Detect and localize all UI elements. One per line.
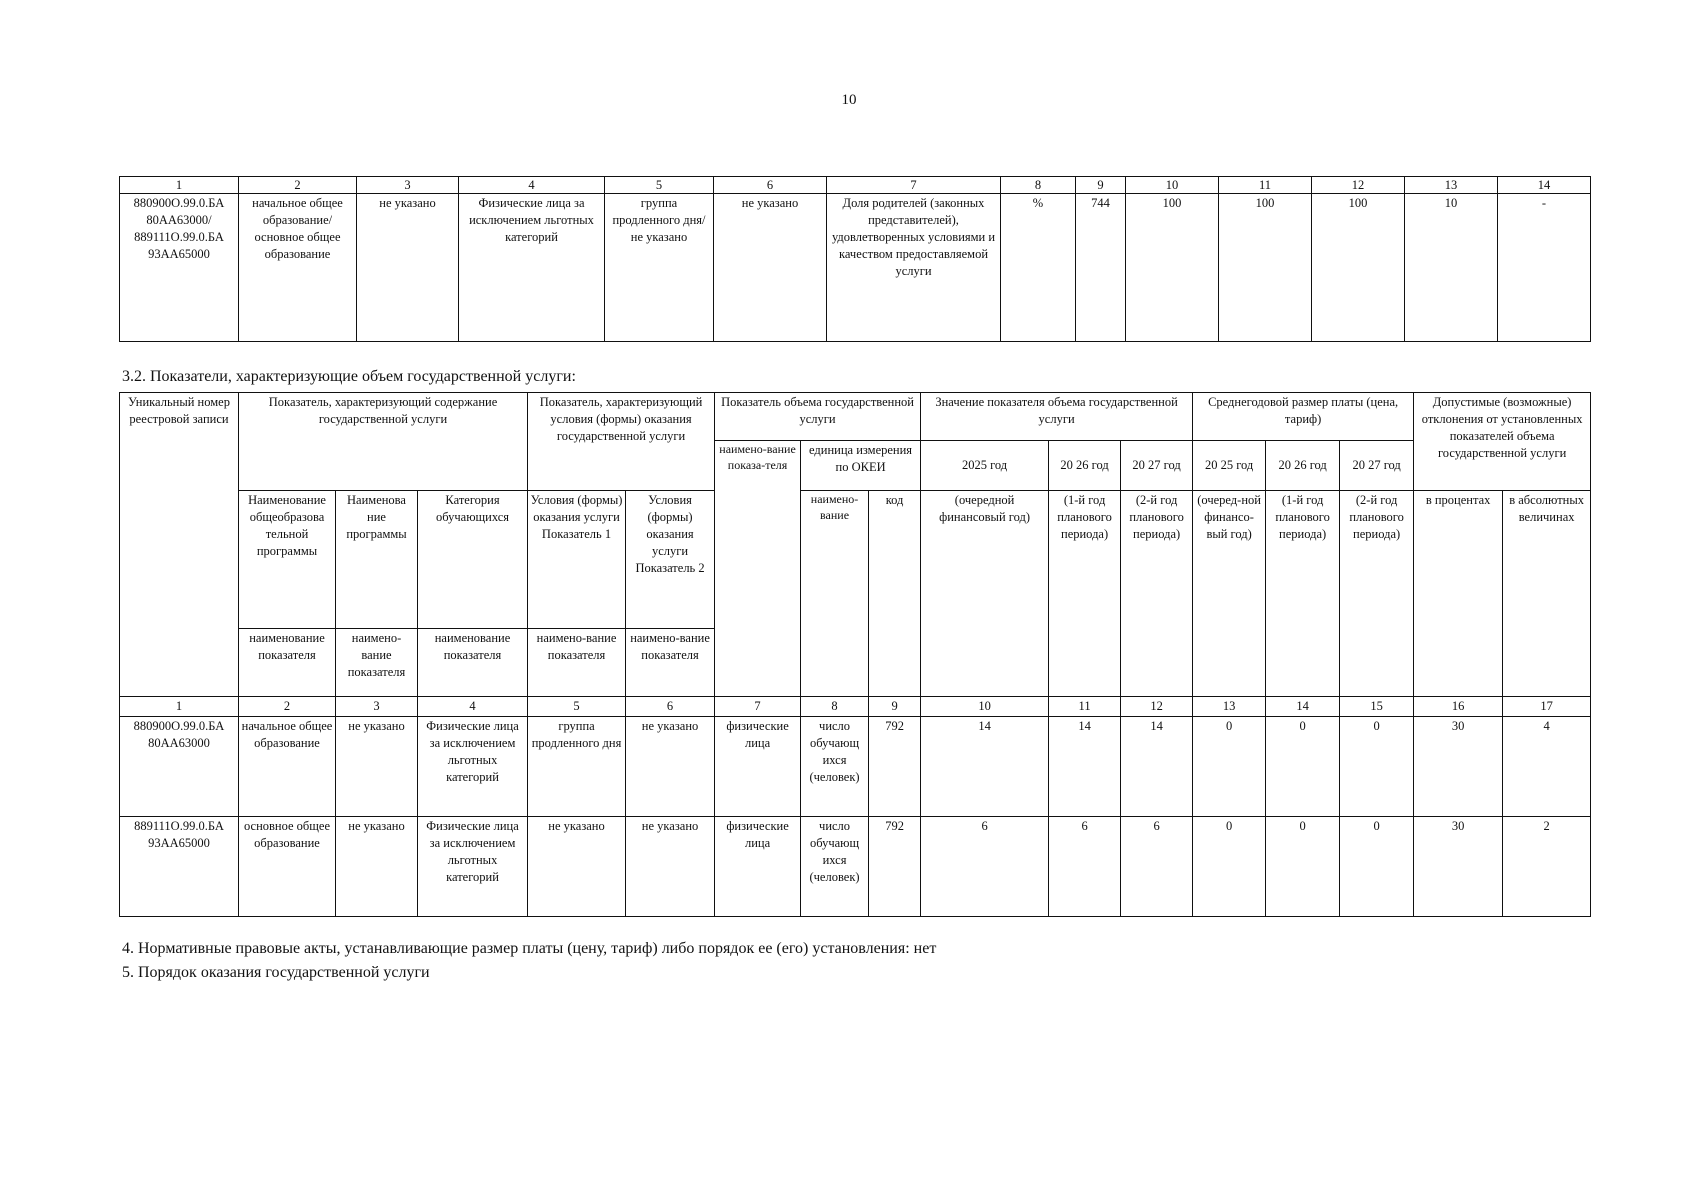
unit-okei-header: единица измерения по ОКЕИ xyxy=(801,441,921,491)
fee-2026-note: (1-й год планового периода) xyxy=(1266,491,1340,697)
year-2025-note: (очередной финансовый год) xyxy=(921,491,1049,697)
in-absolute-header: в абсолютных величинах xyxy=(1503,491,1591,697)
program-name-header: Наименование общеобразова тельной программы xyxy=(239,491,336,629)
footer-item-5: 5. Порядок оказания государственной услуги xyxy=(122,964,430,981)
volume-value-header: Значение показателя объема государственной услуги xyxy=(921,393,1193,441)
col-num: 8 xyxy=(801,697,869,717)
col-num: 2 xyxy=(239,697,336,717)
condition1-cell: группа продленного дня xyxy=(528,716,626,816)
condition2-cell: не указано xyxy=(626,816,715,916)
header-row-1 xyxy=(120,393,1591,441)
value-cell: 6 xyxy=(1049,816,1121,916)
unit-name-cell: число обучающ ихся (человек) xyxy=(801,716,869,816)
program-name-cell: не указано xyxy=(336,816,418,916)
indicator-name-2: наимено-вание показателя xyxy=(336,629,418,697)
fee-cell: 0 xyxy=(1340,816,1414,916)
col-num: 7 xyxy=(827,177,1001,194)
unique-number-header: Уникальный номер реестровой записи xyxy=(120,393,239,697)
condition1-cell: группа продленного дня/ не указано xyxy=(605,194,714,342)
fee-cell: 0 xyxy=(1266,716,1340,816)
col-num: 14 xyxy=(1266,697,1340,717)
volume-indicators-table xyxy=(119,392,1591,917)
deviations-header: Допустимые (возможные) отклонения от установленных показателей объема государственной услуги xyxy=(1414,393,1591,491)
col-num: 5 xyxy=(605,177,714,194)
col-num: 5 xyxy=(528,697,626,717)
value-cell: 14 xyxy=(1121,716,1193,816)
table-row xyxy=(120,194,1591,342)
unit-code-cell: 792 xyxy=(869,816,921,916)
deviation-percent-cell: 30 xyxy=(1414,716,1503,816)
unit-code-header: код xyxy=(869,491,921,697)
column-numbers-row xyxy=(120,177,1591,194)
fee-cell: 0 xyxy=(1266,816,1340,916)
fee-cell: 0 xyxy=(1340,716,1414,816)
col-num: 6 xyxy=(626,697,715,717)
col-num: 8 xyxy=(1001,177,1076,194)
code-cell: 744 xyxy=(1076,194,1126,342)
program-label-header: Наименова ние программы xyxy=(336,491,418,629)
indicator-name-5: наимено-вание показателя xyxy=(528,629,626,697)
col-num: 13 xyxy=(1193,697,1266,717)
col-num: 16 xyxy=(1414,697,1503,717)
col-num: 3 xyxy=(336,697,418,717)
header-row-3 xyxy=(120,491,1591,629)
value-cell: 6 xyxy=(921,816,1049,916)
fee-2027-header: 20 27 год xyxy=(1340,441,1414,491)
category-cell: Физические лица за исключением льготных категорий xyxy=(418,716,528,816)
condition2-cell: не указано xyxy=(626,716,715,816)
col-num: 3 xyxy=(357,177,459,194)
content-indicator-header: Показатель, характеризующий содержание государственной услуги xyxy=(239,393,528,491)
col-num: 15 xyxy=(1340,697,1414,717)
col-num: 9 xyxy=(1076,177,1126,194)
unit-name-cell: число обучающ ихся (человек) xyxy=(801,816,869,916)
fee-2026-header: 20 26 год xyxy=(1266,441,1340,491)
col-num: 10 xyxy=(921,697,1049,717)
indicator-name-3: наименование показателя xyxy=(418,629,528,697)
deviation-absolute-cell: - xyxy=(1498,194,1591,342)
col-num: 12 xyxy=(1121,697,1193,717)
year-2026-note: (1-й год планового периода) xyxy=(1049,491,1121,697)
col-num: 4 xyxy=(459,177,605,194)
value-cell: 100 xyxy=(1126,194,1219,342)
col-num: 1 xyxy=(120,177,239,194)
year-2026-header: 20 26 год xyxy=(1049,441,1121,491)
value-cell: 6 xyxy=(1121,816,1193,916)
fee-2027-note: (2-й год планового периода) xyxy=(1340,491,1414,697)
col-num: 13 xyxy=(1405,177,1498,194)
program-name-cell: не указано xyxy=(336,716,418,816)
in-percent-header: в процентах xyxy=(1414,491,1503,697)
deviation-absolute-cell: 2 xyxy=(1503,816,1591,916)
quality-indicators-table xyxy=(119,176,1591,342)
section-title: 3.2. Показатели, характеризующие объем государственной услуги: xyxy=(122,368,576,385)
students-category-header: Категория обучающихся xyxy=(418,491,528,629)
year-2027-header: 20 27 год xyxy=(1121,441,1193,491)
registry-number-cell: 889111О.99.0.БА 93АА65000 xyxy=(120,816,239,916)
deviation-percent-cell: 30 xyxy=(1414,816,1503,916)
year-2025-header xyxy=(921,441,1049,491)
table-row xyxy=(120,816,1591,916)
value-cell: 14 xyxy=(1049,716,1121,816)
fee-cell: 0 xyxy=(1193,716,1266,816)
col-num: 11 xyxy=(1049,697,1121,717)
value-cell: 100 xyxy=(1312,194,1405,342)
avg-fee-header: Среднегодовой размер платы (цена, тариф) xyxy=(1193,393,1414,441)
col-num: 11 xyxy=(1219,177,1312,194)
col-num: 9 xyxy=(869,697,921,717)
conditions-indicator-header: Показатель, характеризующий условия (формы) оказания государственной услуги xyxy=(528,393,715,491)
indicator-name-cell: Доля родителей (законных представителей), удовлетворенных условиями и качеством предоставляемой услуги xyxy=(827,194,1001,342)
year-2027-note: (2-й год планового периода) xyxy=(1121,491,1193,697)
volume-indicator-header: Показатель объема государственной услуги xyxy=(715,393,921,441)
page-number: 10 xyxy=(841,92,857,108)
program-cell: начальное общее образование xyxy=(239,716,336,816)
category-cell: Физические лица за исключением льготных категорий xyxy=(459,194,605,342)
program-cell: основное общее образование xyxy=(239,816,336,916)
indicator-name-6: наимено-вание показателя xyxy=(626,629,715,697)
indicator-name-header: наимено-вание показа-теля xyxy=(715,441,801,697)
deviation-absolute-cell: 4 xyxy=(1503,716,1591,816)
program-cell: начальное общее образование/ основное общее образование xyxy=(239,194,357,342)
year-2025-label: 2025 год xyxy=(961,458,1008,473)
unit-cell: % xyxy=(1001,194,1076,342)
indicator-name-cell: физические лица xyxy=(715,716,801,816)
value-cell: 14 xyxy=(921,716,1049,816)
indicator-name-cell: физические лица xyxy=(715,816,801,916)
category-cell: Физические лица за исключением льготных категорий xyxy=(418,816,528,916)
col-num: 17 xyxy=(1503,697,1591,717)
fee-2025-header: 20 25 год xyxy=(1193,441,1266,491)
table-row xyxy=(120,716,1591,816)
col-num: 4 xyxy=(418,697,528,717)
column-numbers-row xyxy=(120,697,1591,717)
unit-name-header: наимено-вание xyxy=(801,491,869,697)
registry-number-cell: 880900О.99.0.БА 80АА63000 xyxy=(120,716,239,816)
value-cell: 100 xyxy=(1219,194,1312,342)
condition2-cell: не указано xyxy=(714,194,827,342)
col-num: 7 xyxy=(715,697,801,717)
col-num: 1 xyxy=(120,697,239,717)
col-num: 14 xyxy=(1498,177,1591,194)
footer-item-4: 4. Нормативные правовые акты, устанавливающие размер платы (цену, тариф) либо порядок ее (его) установления: нет xyxy=(122,940,937,957)
col-num: 6 xyxy=(714,177,827,194)
fee-cell: 0 xyxy=(1193,816,1266,916)
condition1-header: Условия (формы) оказания услуги Показатель 1 xyxy=(528,491,626,629)
condition2-header: Условия (формы) оказания услуги Показатель 2 xyxy=(626,491,715,629)
col-num: 10 xyxy=(1126,177,1219,194)
registry-number-cell: 880900О.99.0.БА 80АА63000/ 889111О.99.0.БА 93АА65000 xyxy=(120,194,239,342)
indicator-name-1: наименование показателя xyxy=(239,629,336,697)
col-num: 12 xyxy=(1312,177,1405,194)
condition1-cell: не указано xyxy=(528,816,626,916)
fee-2025-note: (очеред-ной финансо-вый год) xyxy=(1193,491,1266,697)
unit-code-cell: 792 xyxy=(869,716,921,816)
col-num: 2 xyxy=(239,177,357,194)
program-name-cell: не указано xyxy=(357,194,459,342)
deviation-percent-cell: 10 xyxy=(1405,194,1498,342)
